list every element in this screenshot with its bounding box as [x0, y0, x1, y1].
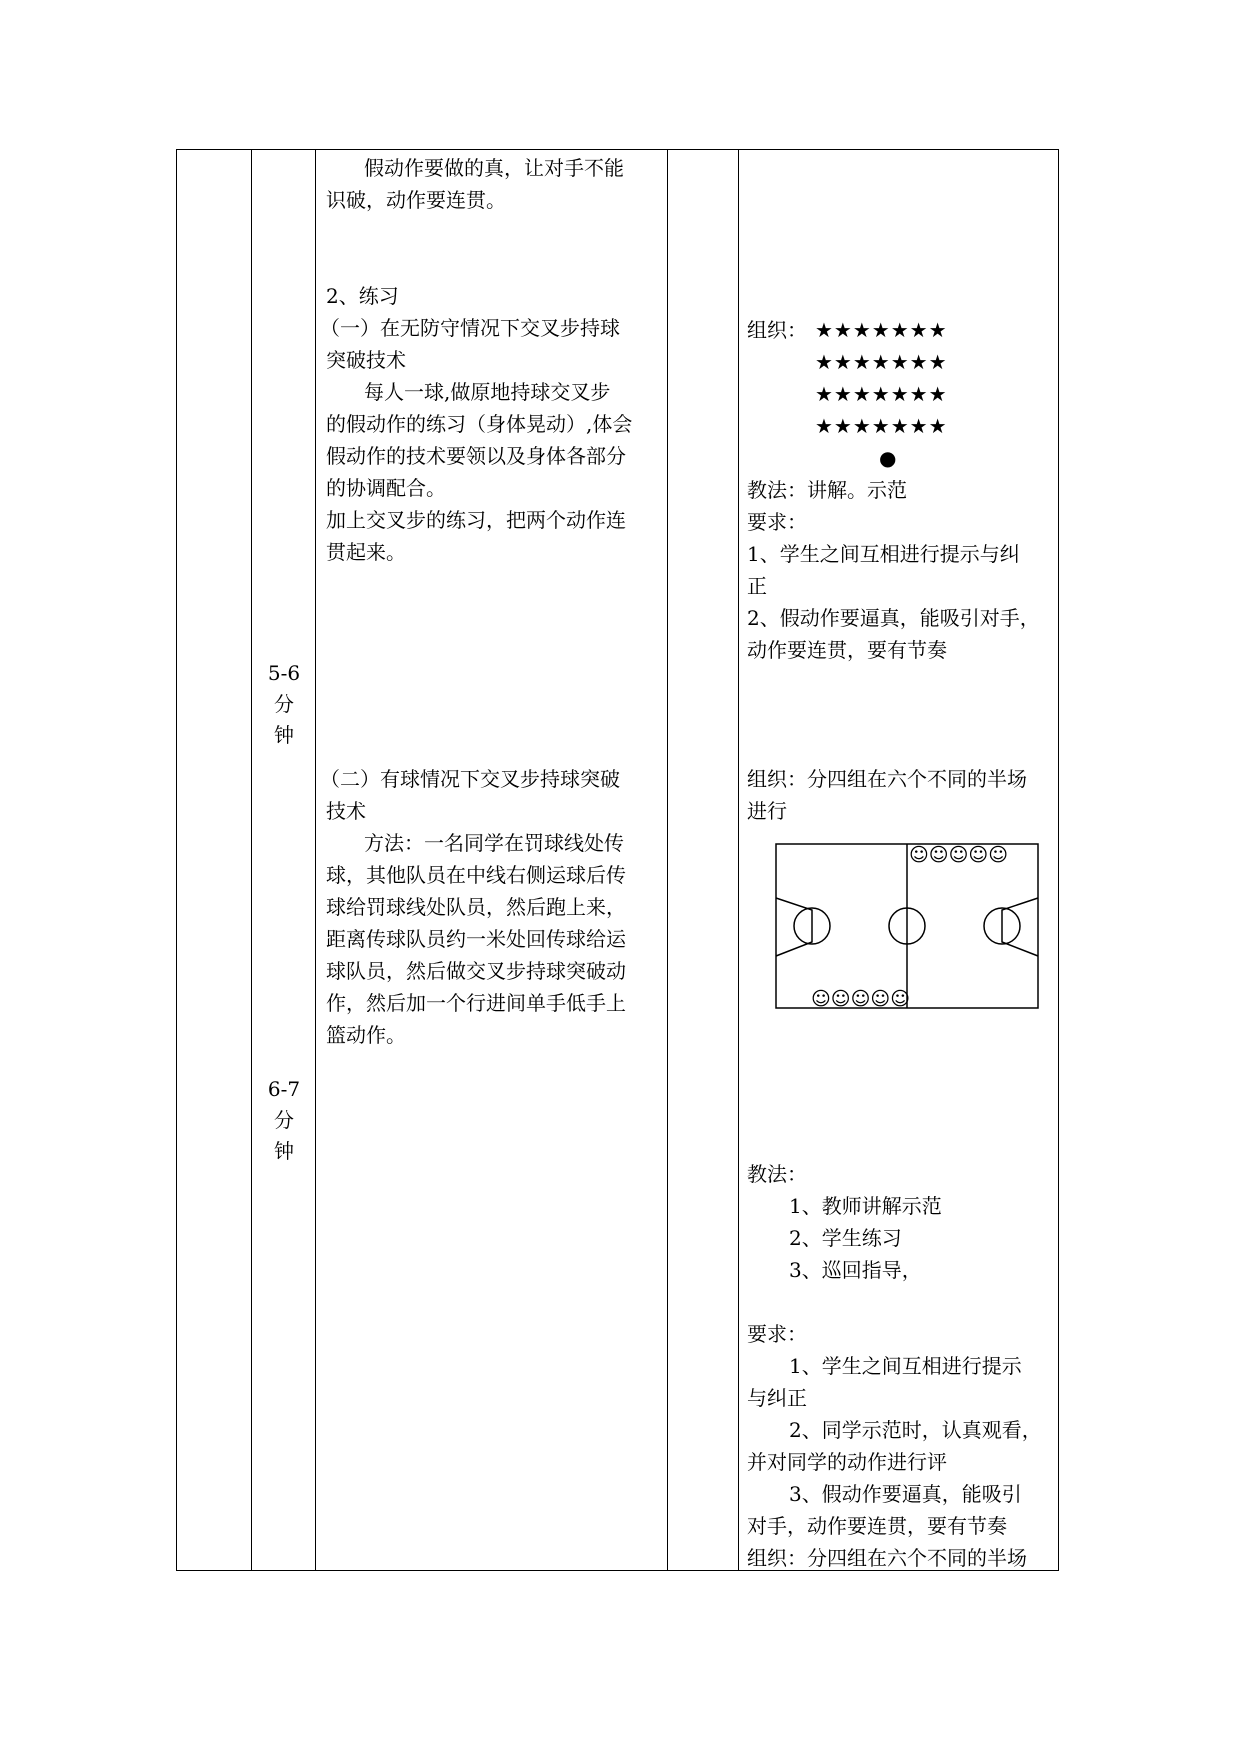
text-line: 的协调配合。	[326, 476, 446, 500]
text-line: 的假动作的练习（身体晃动）,体会	[326, 412, 633, 436]
text-line: 识破，动作要连贯。	[326, 188, 506, 212]
requirement-label: 要求：	[747, 1322, 807, 1346]
teaching-method: 教法：讲解。示范	[747, 478, 907, 502]
org-line: 组织：分四组在六个不同的半场	[747, 767, 1027, 791]
court-svg	[775, 843, 1039, 1009]
empty-column	[668, 150, 739, 1571]
student-formation-row: ★★★★★★★	[815, 382, 948, 406]
player-group-bottom: ☺☺☺☺☺	[811, 988, 911, 1009]
student-formation-row: ★★★★★★★	[815, 414, 948, 438]
student-formation-row: ★★★★★★★	[815, 318, 948, 342]
time-label-6-7: 6-7 分 钟	[267, 1077, 301, 1163]
text-line: 每人一球,做原地持球交叉步	[364, 380, 611, 404]
subheading-no-defense: （一）在无防守情况下交叉步持球	[320, 316, 620, 340]
player-group-top: ☺☺☺☺☺	[909, 844, 1009, 866]
text-line: 假动作要做的真，让对手不能	[364, 156, 624, 180]
teaching-method-item: 2、学生练习	[789, 1226, 902, 1250]
teaching-method-item: 1、教师讲解示范	[789, 1194, 942, 1218]
text-line: 技术	[326, 799, 366, 823]
requirement-line: 动作要连贯，要有节奏	[747, 638, 947, 662]
text-line: 假动作的技术要领以及身体各部分	[326, 444, 626, 468]
practice-heading: 2、练习	[326, 284, 399, 308]
org-line: 组织：分四组在六个不同的半场	[747, 1546, 1027, 1570]
org-label: 组织：	[747, 318, 807, 342]
requirement-line: 与纠正	[747, 1386, 807, 1410]
lesson-plan-table	[176, 149, 1059, 1571]
requirement-line: 2、假动作要逼真，能吸引对手，	[747, 606, 1040, 630]
requirement-line: 1、学生之间互相进行提示与纠	[747, 542, 1020, 566]
requirement-line: 2、同学示范时，认真观看，	[789, 1418, 1042, 1442]
time-column	[252, 150, 316, 1571]
text-line: 球队员，然后做交叉步持球突破动	[326, 959, 626, 983]
student-formation-row: ★★★★★★★	[815, 350, 948, 374]
text-line: 距离传球队员约一米处回传球给运	[326, 927, 626, 951]
text-line: 作，然后加一个行进间单手低手上	[326, 991, 626, 1015]
stage-column	[177, 150, 252, 1571]
text-line: 加上交叉步的练习，把两个动作连	[326, 508, 626, 532]
org-line: 进行	[747, 799, 787, 823]
text-line: 球，其他队员在中线右侧运球后传	[326, 863, 626, 887]
text-line: 球给罚球线处队员，然后跑上来，	[326, 895, 626, 919]
content-column	[316, 150, 668, 1571]
requirement-line: 对手，动作要连贯，要有节奏	[747, 1514, 1007, 1538]
teacher-dot-icon: ●	[879, 446, 897, 470]
time-label-5-6: 5-6 分 钟	[267, 661, 301, 747]
text-line: 篮动作。	[326, 1023, 406, 1047]
text-line: 方法：一名同学在罚球线处传	[364, 831, 624, 855]
requirement-line: 3、假动作要逼真，能吸引	[789, 1482, 1022, 1506]
basketball-court-diagram	[775, 843, 1039, 1013]
text-line: 贯起来。	[326, 540, 406, 564]
requirement-line: 并对同学的动作进行评	[747, 1450, 947, 1474]
subheading-with-ball: （二）有球情况下交叉步持球突破	[320, 767, 620, 791]
requirement-line: 1、学生之间互相进行提示	[789, 1354, 1022, 1378]
text-line: 突破技术	[326, 348, 406, 372]
organization-column	[739, 150, 1059, 1571]
teaching-method-item: 3、巡回指导，	[789, 1258, 922, 1282]
requirement-line: 正	[747, 574, 767, 598]
requirement-label: 要求：	[747, 510, 807, 534]
teaching-method-label: 教法：	[747, 1162, 807, 1186]
